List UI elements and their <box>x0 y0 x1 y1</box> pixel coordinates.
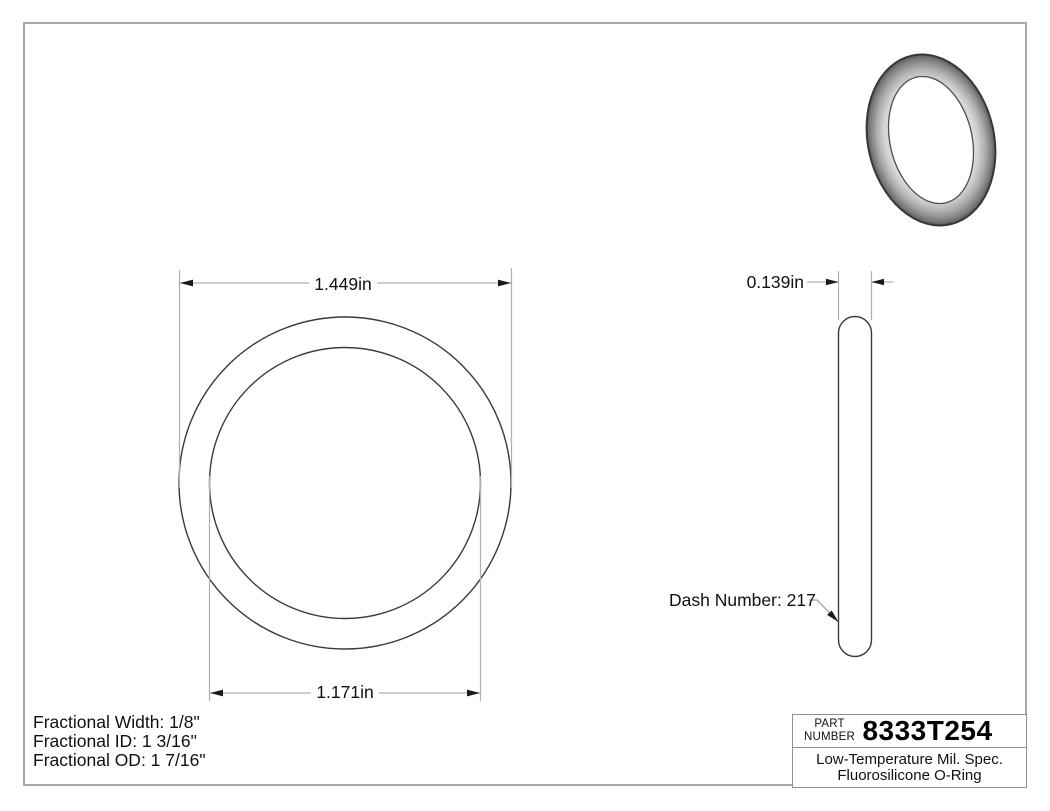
dash-number-label: Dash Number: 217 <box>669 589 816 610</box>
description-line2: Fluorosilicone O-Ring <box>837 766 982 784</box>
part-caption-line1: PART <box>814 718 845 731</box>
title-block-part-row <box>793 715 1026 748</box>
outer-circle <box>179 317 511 649</box>
inner-circle <box>210 348 481 619</box>
part-number: 8333T254 <box>862 715 993 746</box>
oring-3d-render <box>850 42 1012 239</box>
fractional-od-note: Fractional OD: 1 7/16" <box>33 750 206 770</box>
part-number-caption <box>804 718 855 744</box>
width-dimension <box>807 271 894 320</box>
id-dimension <box>210 476 481 701</box>
side-view-capsule <box>839 317 872 657</box>
fractional-width-note: Fractional Width: 1/8" <box>33 712 200 732</box>
width-dimension-label: 0.139in <box>746 271 804 292</box>
title-block <box>792 714 1027 788</box>
description-line1: Low-Temperature Mil. Spec. <box>816 751 1003 768</box>
front-view <box>179 317 511 649</box>
title-block-description <box>793 748 1026 787</box>
fractional-id-note: Fractional ID: 1 3/16" <box>33 731 197 751</box>
od-dimension <box>180 268 512 488</box>
id-dimension-label: 1.171in <box>311 683 378 701</box>
od-dimension-label: 1.449in <box>309 275 376 293</box>
fractional-notes <box>33 713 206 770</box>
part-caption-line2: NUMBER <box>804 731 856 743</box>
